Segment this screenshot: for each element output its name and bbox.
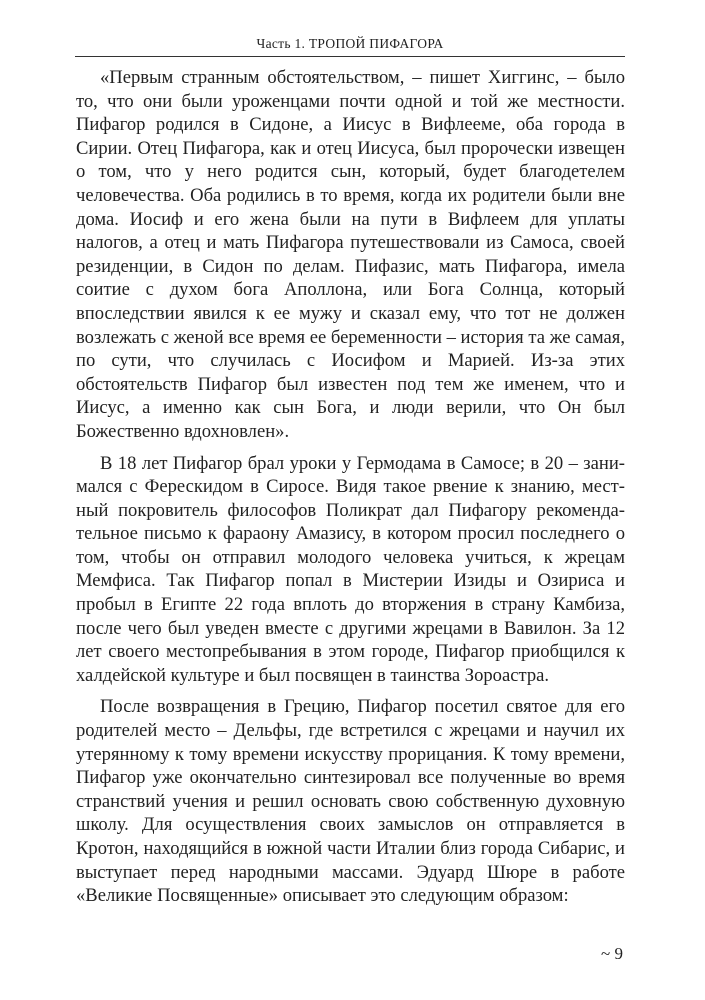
header-rule <box>75 56 625 57</box>
paragraph-return-to-greece: После возвращения в Грецию, Пифагор посетил святое для его родителей место – Дельфы, где встретился с жрецами и научил их утерянному к тому времени искусству прорицания. К тому времени, Пифагор уже окончательно синтезировал все полученные во время странствий учения и решил основать свою собственную духовную школу. Для осуществления своих замыслов он отправляется в Кротон, находящийся в южной части Италии близ города Сибарис, и выступает перед народными массами. Эдуард Шюре в работе «Великие Посвященные» описывает это следующим образом: <box>76 696 625 907</box>
paragraph-higgins-quote: «Первым странным обстоятельством, – пишет Хиггинс, – было то, что они были уроженцами почти одной и той же местности. Пифагор родился в Сидоне, а Иисус в Вифлееме, оба города в Сирии. Отец Пифагора, как и отец Иисуса, был пророчески извещен о том, что у него родится сын, который, будет благодетелем человечества. Оба родились в то время, когда их родители были вне дома. Иосиф и его жена были на пути в Вифлеем для уплаты налогов, а отец и мать Пифагора путешествовали из Самоса, своей резиденции, в Сидон по делам. Пифазис, мать Пифагора, имела соитие с духом бога Аполлона, или Бога Солнца, который впоследствии явился к ее мужу и сказал ему, что тот не должен возлежать с женой все время ее беременности – история та же самая, по сути, что случилась с Иосифом и Марией. Из-за этих обстоятельств Пифагор был известен под тем же именем, что и Иисус, а именно как сын Бога, и люди верили, что Он был Божественно вдохновлен». <box>76 67 625 442</box>
page-body <box>76 66 625 916</box>
paragraph-pythagoras-studies: В 18 лет Пифагор брал уроки у Гермодама в Самосе; в 20 – занимался с Ферескидом в Сиросе. Видя такое рвение к знанию, местный покровитель философов Поликрат дал Пифагору рекомендательное письмо к фараону Амазису, в котором просил последнего о том, чтобы он отправил молодого человека учиться, к жрецам Мемфиса. Так Пифагор попал в Мистерии Изиды и Озириса и пробыл в Египте 22 года вплоть до вторжения в страну Камбиза, после чего был уведен вместе с другими жрецами в Вавилон. За 12 лет своего местопребывания в этом городе, Пифагор приобщился к халдейской культуре и был посвящен в таинства Зороастра. <box>76 452 625 686</box>
running-header: Часть 1. ТРОПОЙ ПИФАГОРА <box>256 36 444 51</box>
page-number: ~ 9 <box>601 944 623 963</box>
